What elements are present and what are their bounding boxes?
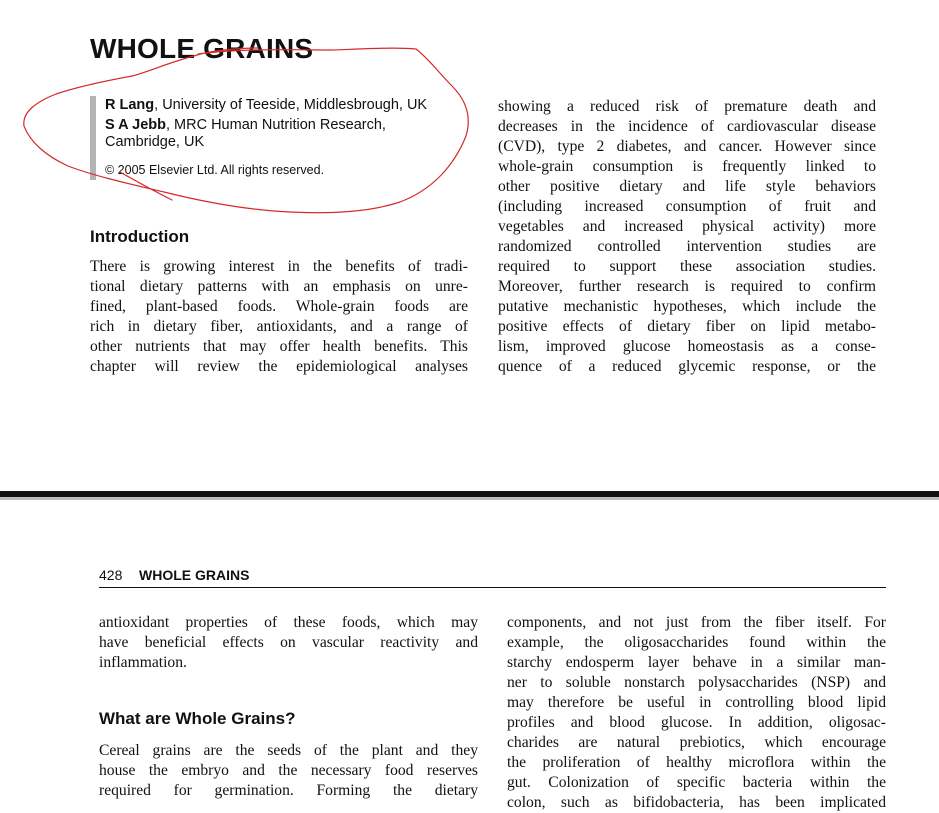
text-line: whole-grain consumption is frequently linked to xyxy=(498,158,876,175)
author-line-2 xyxy=(105,116,386,134)
running-title: WHOLE GRAINS xyxy=(139,567,250,583)
text-line: There is growing interest in the benefits of tradi- xyxy=(90,258,468,275)
text-line: inflammation. xyxy=(99,654,187,671)
text-line: fined, plant-based foods. Whole-grain foods are xyxy=(90,298,468,315)
text-line: profiles and blood glucose. In addition, oligosac- xyxy=(507,714,886,731)
running-header xyxy=(99,567,886,588)
author-name: S A Jebb xyxy=(105,117,166,133)
body-column-left xyxy=(90,257,468,377)
text-line: Cereal grains are the seeds of the plant and they xyxy=(99,742,478,759)
author-accent-bar xyxy=(90,96,96,180)
author-line-1 xyxy=(105,96,427,114)
copyright-notice: © 2005 Elsevier Ltd. All rights reserved. xyxy=(105,163,325,177)
text-line: ner to soluble nonstarch polysaccharides (NSP) and xyxy=(507,674,886,691)
text-line: positive effects of dietary fiber on lipid metabo- xyxy=(498,318,876,335)
text-line: required for germination. Forming the dietary xyxy=(99,782,478,799)
text-line: starchy endosperm layer behave in a similar man- xyxy=(507,654,886,671)
body-column-right xyxy=(507,613,886,813)
text-line: other positive dietary and life style behaviors xyxy=(498,178,876,195)
text-line: charides are natural prebiotics, which encourage xyxy=(507,734,886,751)
text-line: rich in dietary fiber, antioxidants, and a range of xyxy=(90,318,468,335)
page-separator-shadow xyxy=(0,497,939,500)
text-line: house the embryo and the necessary food reserves xyxy=(99,762,478,779)
page-title: WHOLE GRAINS xyxy=(90,33,314,64)
text-line: randomized controlled intervention studies are xyxy=(498,238,876,255)
text-line: components, and not just from the fiber itself. For xyxy=(507,614,886,631)
text-line: antioxidant properties of these foods, which may xyxy=(99,614,478,631)
author-name: R Lang xyxy=(105,97,155,113)
text-line: (CVD), type 2 diabetes, and cancer. However since xyxy=(498,138,876,155)
text-line: decreases in the incidence of cardiovascular disease xyxy=(498,118,876,135)
text-line: lism, improved glucose homeostasis as a conse- xyxy=(498,338,876,355)
text-line: the proliferation of healthy microflora within the xyxy=(507,754,886,771)
body-column-left-top xyxy=(99,613,478,673)
text-line: have beneficial effects on vascular reactivity and xyxy=(99,634,478,651)
text-line: gut. Colonization of specific bacteria within the xyxy=(507,774,886,791)
text-line: colon, such as bifidobacteria, has been implicated xyxy=(507,794,886,811)
page-number: 428 xyxy=(99,567,123,583)
text-line: (including increased consumption of fruit and xyxy=(498,198,876,215)
body-column-left-bottom xyxy=(99,741,478,801)
section-heading-introduction: Introduction xyxy=(90,227,190,246)
author-affiliation: , MRC Human Nutrition Research, xyxy=(165,117,386,133)
section-heading-what-are-whole-grains: What are Whole Grains? xyxy=(99,709,296,728)
text-line: showing a reduced risk of premature death and xyxy=(498,98,876,115)
text-line: tional dietary patterns with an emphasis on unre- xyxy=(90,278,468,295)
author-block xyxy=(90,96,470,180)
text-line: Moreover, further research is required to confirm xyxy=(498,278,876,295)
author-affiliation: , University of Teeside, Middlesbrough, UK xyxy=(154,97,428,113)
text-line: example, the oligosaccharides found within the xyxy=(507,634,886,651)
text-line: required to support these association studies. xyxy=(498,258,876,275)
text-line: other nutrients that may offer health benefits. This xyxy=(90,338,468,355)
text-line: chapter will review the epidemiological analyses xyxy=(90,358,468,375)
text-line: may therefore be useful in controlling blood lipid xyxy=(507,694,886,711)
text-line: quence of a reduced glycemic response, or the xyxy=(498,358,876,375)
body-column-right xyxy=(498,97,876,377)
text-line: vegetables and increased physical activity) more xyxy=(498,218,876,235)
author-affiliation-cont: Cambridge, UK xyxy=(105,134,205,150)
text-line: putative mechanistic hypotheses, which include the xyxy=(498,298,876,315)
